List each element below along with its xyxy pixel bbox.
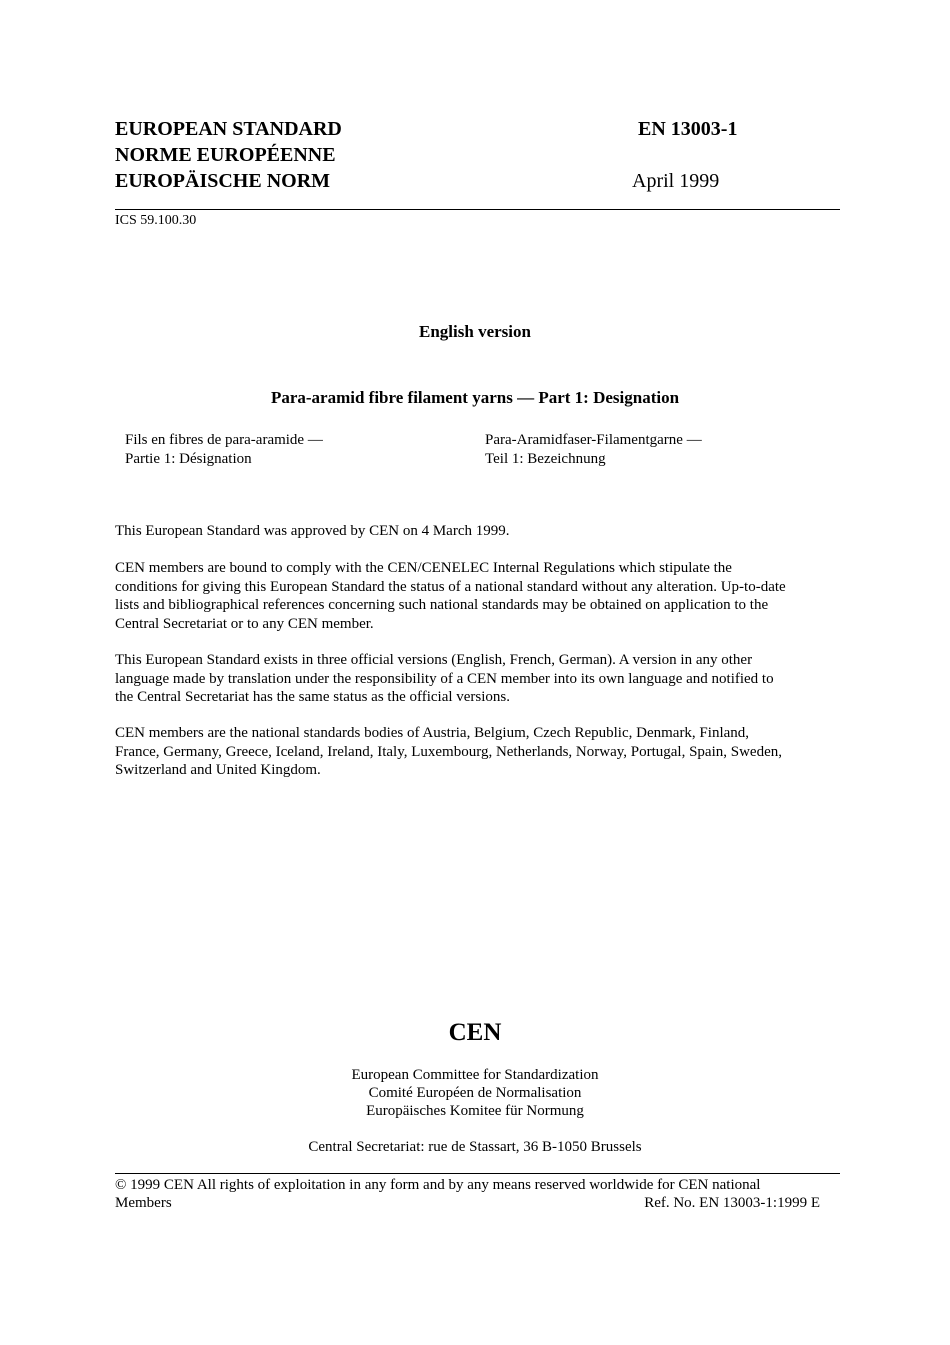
- footer-divider: [115, 1173, 840, 1174]
- reference-number: Ref. No. EN 13003-1:1999 E: [644, 1195, 820, 1211]
- alt-title-de-line-2: Teil 1: Bezeichnung: [485, 451, 606, 467]
- alt-title-fr-line-2: Partie 1: Désignation: [125, 451, 252, 467]
- versions-paragraph: [115, 651, 840, 707]
- compliance-line: lists and bibliographical references concerning such national standards may be obtained on application to the: [115, 597, 769, 613]
- alt-title-de-line-1: Para-Aramidfaser-Filamentgarne —: [485, 432, 702, 448]
- versions-line: This European Standard exists in three official versions (English, French, German). A version in any other: [115, 652, 753, 668]
- cen-secretariat-address: Central Secretariat: rue de Stassart, 36 B-1050 Brussels: [308, 1139, 642, 1155]
- approval-text: This European Standard was approved by CEN on 4 March 1999.: [115, 523, 510, 539]
- approval-paragraph: [115, 522, 840, 541]
- doc-number: EN 13003-1: [638, 118, 738, 140]
- members-line: France, Germany, Greece, Iceland, Ireland, Italy, Luxembourg, Netherlands, Norway, Portugal, Spain, Sweden,: [115, 743, 782, 760]
- standard-title-en: EUROPEAN STANDARD: [115, 118, 342, 140]
- header-divider: [115, 209, 840, 210]
- publication-date: April 1999: [632, 170, 720, 192]
- members-line: CEN members are the national standards bodies of Austria, Belgium, Czech Republic, Denmark, Finland,: [115, 725, 750, 741]
- cen-name-de: Europäisches Komitee für Normung: [366, 1103, 584, 1119]
- cen-logo: CEN: [448, 1019, 502, 1046]
- compliance-line: conditions for giving this European Standard the status of a national standard without any alteration. Up-to-date: [115, 578, 786, 595]
- compliance-line: CEN members are bound to comply with the CEN/CENELEC Internal Regulations which stipulate the: [115, 560, 732, 576]
- version-label: English version: [419, 322, 531, 341]
- compliance-paragraph: [115, 559, 840, 633]
- standard-title-de: EUROPÄISCHE NORM: [115, 170, 331, 192]
- copyright-line-2: Members: [115, 1195, 172, 1211]
- copyright-line-1: © 1999 CEN All rights of exploitation in any form and by any means reserved worldwide for CEN national: [115, 1177, 761, 1193]
- cen-name-en: European Committee for Standardization: [351, 1067, 599, 1083]
- document-title: Para-aramid fibre filament yarns — Part 1: Designation: [270, 388, 680, 407]
- versions-line: language made by translation under the responsibility of a CEN member into its own language and notified to: [115, 670, 774, 687]
- cen-name-fr: Comité Européen de Normalisation: [368, 1085, 582, 1101]
- ics-code: ICS 59.100.30: [115, 213, 197, 228]
- standard-title-fr: NORME EUROPÉENNE: [115, 144, 336, 166]
- alt-title-fr-line-1: Fils en fibres de para-aramide —: [125, 432, 323, 448]
- compliance-line: Central Secretariat or to any CEN member.: [115, 615, 374, 632]
- versions-line: the Central Secretariat has the same status as the official versions.: [115, 689, 511, 705]
- members-paragraph: [115, 724, 840, 780]
- members-line: Switzerland and United Kingdom.: [115, 762, 321, 778]
